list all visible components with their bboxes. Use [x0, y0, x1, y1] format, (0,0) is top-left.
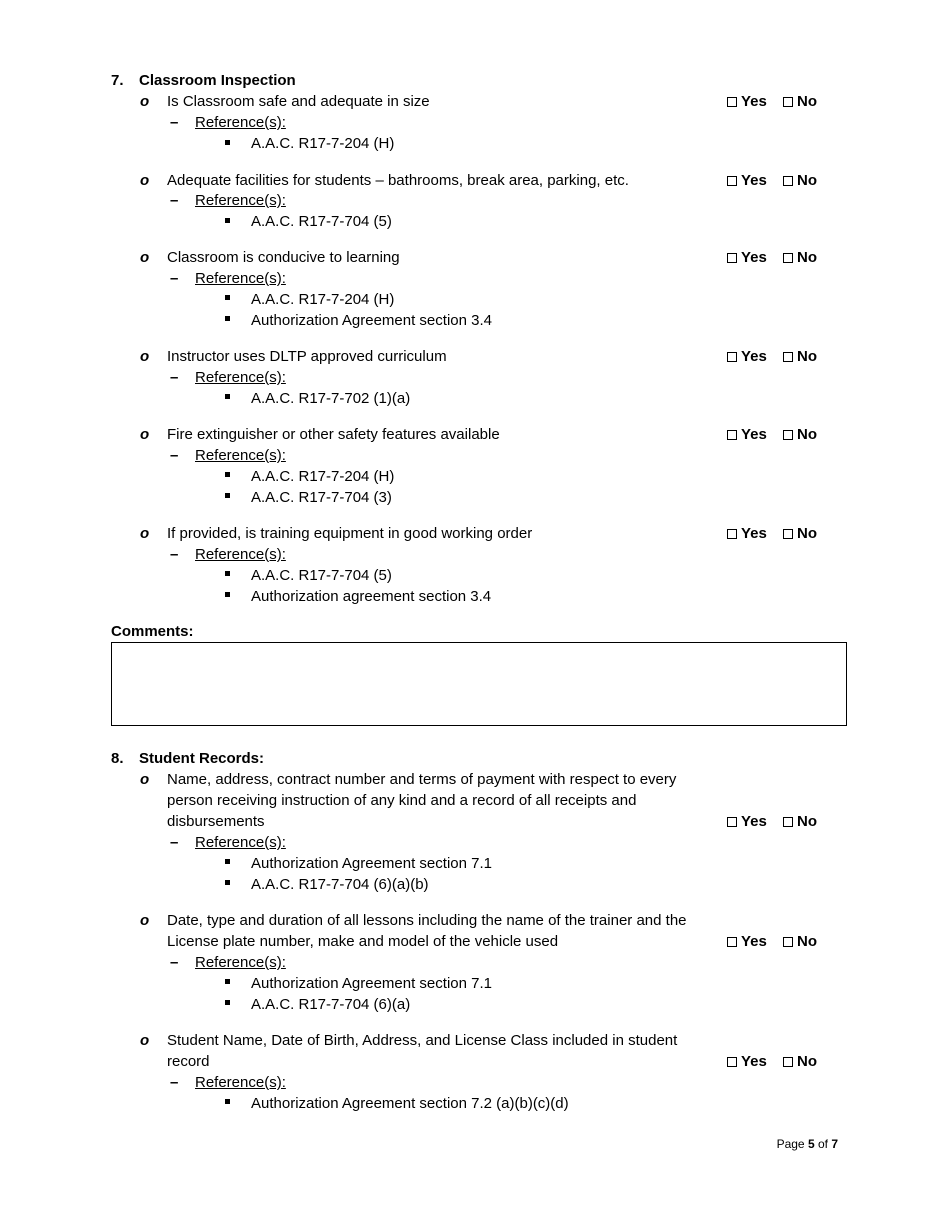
reference-item: A.A.C. R17-7-704 (6)(a) — [251, 996, 411, 1013]
dash-icon: – — [170, 270, 179, 287]
section-8-number: 8. — [111, 750, 124, 767]
checkbox-icon — [783, 430, 793, 440]
no-checkbox[interactable]: No — [783, 933, 817, 950]
reference-item: A.A.C. R17-7-204 (H) — [251, 135, 395, 152]
reference-item: Authorization Agreement section 7.1 — [251, 975, 492, 992]
dash-icon: – — [170, 192, 179, 209]
item-text-line: disbursements — [167, 813, 265, 830]
checkbox-icon — [727, 529, 737, 539]
square-bullet-icon — [225, 472, 230, 477]
item-bullet-icon: o — [140, 912, 150, 929]
comments-label: Comments: — [111, 623, 194, 640]
item-text: Classroom is conducive to learning — [167, 249, 400, 266]
dash-icon: – — [170, 447, 179, 464]
square-bullet-icon — [225, 1099, 230, 1104]
yes-no-choice — [727, 932, 817, 951]
dash-icon: – — [170, 834, 179, 851]
checkbox-icon — [783, 352, 793, 362]
item-bullet-icon: o — [140, 771, 150, 788]
item-text: Is Classroom safe and adequate in size — [167, 93, 430, 110]
item-bullet-icon: o — [140, 525, 150, 542]
no-checkbox[interactable]: No — [783, 1053, 817, 1070]
square-bullet-icon — [225, 592, 230, 597]
reference-item: A.A.C. R17-7-704 (5) — [251, 567, 392, 584]
square-bullet-icon — [225, 979, 230, 984]
item-bullet-icon: o — [140, 348, 150, 365]
checkbox-icon — [727, 97, 737, 107]
checkbox-icon — [783, 529, 793, 539]
yes-checkbox[interactable]: Yes — [727, 813, 767, 830]
item-text: Fire extinguisher or other safety features available — [167, 426, 500, 443]
dash-icon: – — [170, 954, 179, 971]
reference-item: A.A.C. R17-7-204 (H) — [251, 291, 395, 308]
yes-checkbox[interactable]: Yes — [727, 525, 767, 542]
no-checkbox[interactable]: No — [783, 426, 817, 443]
item-text: Adequate facilities for students – bathrooms, break area, parking, etc. — [167, 172, 629, 189]
dash-icon: – — [170, 369, 179, 386]
dash-icon: – — [170, 1074, 179, 1091]
checkbox-icon — [727, 176, 737, 186]
yes-no-choice — [727, 812, 817, 831]
reference-label: Reference(s): — [195, 447, 286, 464]
section-7-number: 7. — [111, 72, 124, 89]
checkbox-icon — [727, 430, 737, 440]
checkbox-icon — [727, 352, 737, 362]
item-text-line: Date, type and duration of all lessons including the name of the trainer and the — [167, 912, 687, 929]
dash-icon: – — [170, 114, 179, 131]
item-text-line: Student Name, Date of Birth, Address, and License Class included in student — [167, 1032, 678, 1049]
yes-checkbox[interactable]: Yes — [727, 933, 767, 950]
checkbox-icon — [783, 937, 793, 947]
checkbox-icon — [783, 817, 793, 827]
item-bullet-icon: o — [140, 249, 150, 266]
dash-icon: – — [170, 546, 179, 563]
square-bullet-icon — [225, 1000, 230, 1005]
no-checkbox[interactable]: No — [783, 813, 817, 830]
no-checkbox[interactable]: No — [783, 93, 817, 110]
item-text: If provided, is training equipment in good working order — [167, 525, 533, 542]
yes-checkbox[interactable]: Yes — [727, 93, 767, 110]
no-checkbox[interactable]: No — [783, 172, 817, 189]
item-text-line: person receiving instruction of any kind and a record of all receipts and — [167, 792, 637, 809]
square-bullet-icon — [225, 316, 230, 321]
yes-no-choice — [727, 425, 817, 444]
yes-no-choice — [727, 347, 817, 366]
square-bullet-icon — [225, 295, 230, 300]
section-8-title: Student Records: — [139, 750, 265, 767]
reference-label: Reference(s): — [195, 546, 286, 563]
yes-no-choice — [727, 92, 817, 111]
reference-item: Authorization agreement section 3.4 — [251, 588, 492, 605]
checkbox-icon — [783, 176, 793, 186]
yes-checkbox[interactable]: Yes — [727, 348, 767, 365]
yes-checkbox[interactable]: Yes — [727, 426, 767, 443]
square-bullet-icon — [225, 859, 230, 864]
checkbox-icon — [727, 1057, 737, 1067]
reference-label: Reference(s): — [195, 954, 286, 971]
square-bullet-icon — [225, 880, 230, 885]
reference-label: Reference(s): — [195, 369, 286, 386]
checkbox-icon — [727, 817, 737, 827]
reference-item: A.A.C. R17-7-204 (H) — [251, 468, 395, 485]
item-text-line: record — [167, 1053, 210, 1070]
square-bullet-icon — [225, 394, 230, 399]
item-bullet-icon: o — [140, 1032, 150, 1049]
reference-item: A.A.C. R17-7-704 (5) — [251, 213, 392, 230]
checkbox-icon — [783, 97, 793, 107]
no-checkbox[interactable]: No — [783, 525, 817, 542]
item-text: Instructor uses DLTP approved curriculum — [167, 348, 447, 365]
yes-checkbox[interactable]: Yes — [727, 1053, 767, 1070]
checkbox-icon — [783, 253, 793, 263]
yes-no-choice — [727, 248, 817, 267]
reference-label: Reference(s): — [195, 192, 286, 209]
square-bullet-icon — [225, 140, 230, 145]
reference-item: Authorization Agreement section 3.4 — [251, 312, 492, 329]
reference-item: Authorization Agreement section 7.1 — [251, 855, 492, 872]
section-7-title: Classroom Inspection — [139, 72, 296, 89]
reference-label: Reference(s): — [195, 270, 286, 287]
item-bullet-icon: o — [140, 172, 150, 189]
yes-no-choice — [727, 171, 817, 190]
reference-item: A.A.C. R17-7-704 (6)(a)(b) — [251, 876, 429, 893]
square-bullet-icon — [225, 493, 230, 498]
reference-item: Authorization Agreement section 7.2 (a)(b)(c)(d) — [251, 1095, 569, 1112]
item-text-line: Name, address, contract number and terms of payment with respect to every — [167, 771, 677, 788]
checkbox-icon — [727, 253, 737, 263]
checkbox-icon — [727, 937, 737, 947]
yes-no-choice — [727, 1052, 817, 1071]
checkbox-icon — [783, 1057, 793, 1067]
item-text-line: License plate number, make and model of the vehicle used — [167, 933, 559, 950]
no-checkbox[interactable]: No — [783, 348, 817, 365]
yes-checkbox[interactable]: Yes — [727, 172, 767, 189]
yes-checkbox[interactable]: Yes — [727, 249, 767, 266]
no-checkbox[interactable]: No — [783, 249, 817, 266]
yes-no-choice — [727, 524, 817, 543]
comments-textarea[interactable] — [111, 642, 847, 726]
item-bullet-icon: o — [140, 93, 150, 110]
page-number: Page 5 of 7 — [776, 1137, 838, 1151]
square-bullet-icon — [225, 571, 230, 576]
reference-label: Reference(s): — [195, 834, 286, 851]
reference-item: A.A.C. R17-7-702 (1)(a) — [251, 390, 411, 407]
reference-label: Reference(s): — [195, 114, 286, 131]
reference-label: Reference(s): — [195, 1074, 286, 1091]
item-bullet-icon: o — [140, 426, 150, 443]
reference-item: A.A.C. R17-7-704 (3) — [251, 489, 392, 506]
square-bullet-icon — [225, 218, 230, 223]
